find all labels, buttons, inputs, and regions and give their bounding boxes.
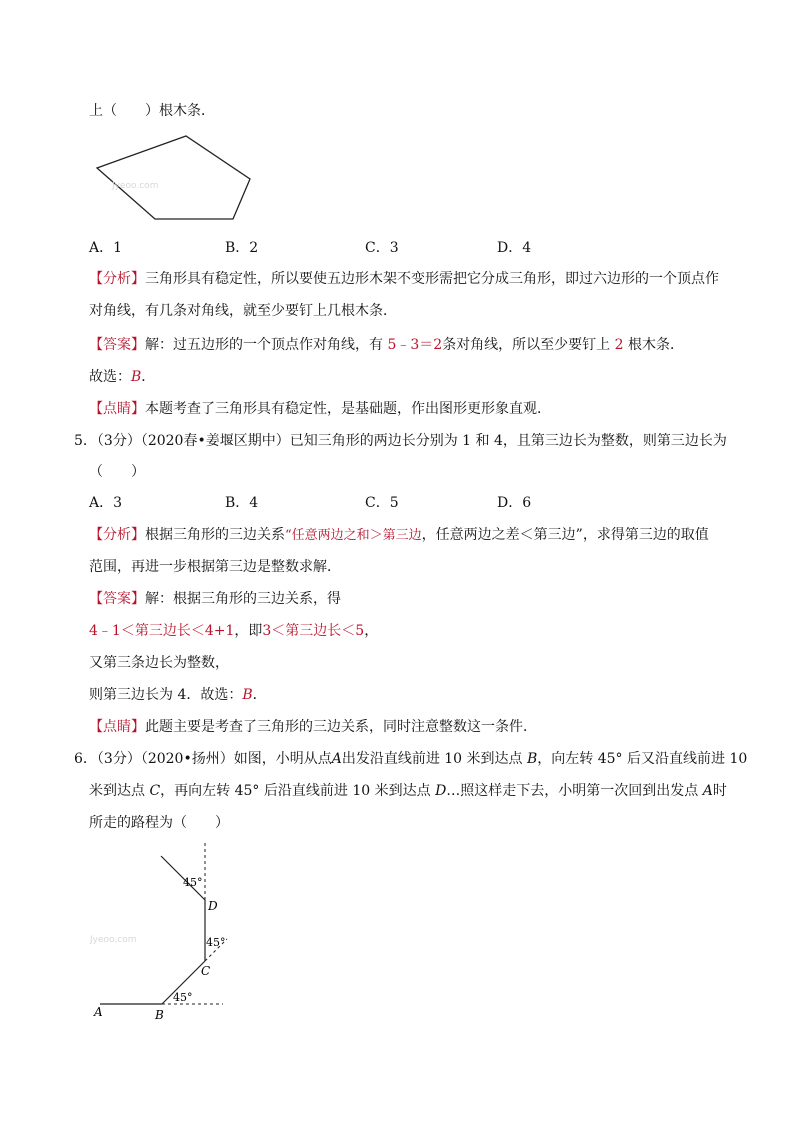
answer-text: 解：根据三角形的三边关系，得 <box>145 591 341 607</box>
q4-choose-line <box>89 367 155 387</box>
q4-stem-tail: 上（ ）根木条． <box>89 103 215 119</box>
pentagon-shape <box>97 136 250 219</box>
stem-text: 6．（3分）（2020•扬州）如图，小明从点 <box>74 751 332 767</box>
q5-option-a[interactable]: A．3 <box>89 495 123 511</box>
q5-answer-line3: 又第三条边长为整数， <box>89 655 229 671</box>
choose-suffix: ． <box>141 369 156 385</box>
q6-stem-line3: 所走的路程为（ ） <box>89 815 229 831</box>
q5-answer-line1 <box>89 589 341 609</box>
stem-text: 米到达点 <box>89 783 145 799</box>
q4-option-a[interactable]: A．1 <box>89 240 123 256</box>
walking-path-figure <box>88 838 248 1028</box>
choose-letter: B <box>131 369 142 385</box>
answer-final-a: 则第三边长为 4．故选： <box>89 687 243 703</box>
stem-text: 出发沿直线前进 10 米到达点 <box>341 751 523 767</box>
answer-final-letter: B <box>242 687 253 703</box>
watermark: Jyeoo.com <box>90 935 137 945</box>
choose-prefix: 故选： <box>89 369 131 385</box>
q4-option-b[interactable]: B．2 <box>225 240 259 256</box>
angle-label-d: 45° <box>183 876 203 889</box>
analysis-text: 三角形具有稳定性，所以要使五边形木架不变形需把它分成三角形，即过六边形的一个顶点作 <box>145 271 719 287</box>
analysis-tag: 【分析】 <box>89 527 145 543</box>
q5-analysis-line2: 范围，再进一步根据第三边是整数求解． <box>89 559 341 575</box>
q6-stem-line1 <box>74 749 747 769</box>
answer-text-a: 解：过五边形的一个顶点作对角线，有 <box>145 337 383 353</box>
answer-expr: 5﹣3＝2 <box>387 337 443 353</box>
point-label-c: C <box>201 964 211 978</box>
q4-analysis-line1 <box>89 269 719 289</box>
point-a-ref: A <box>331 751 342 767</box>
q4-answer-line <box>89 335 684 355</box>
point-a-ref: A <box>702 783 713 799</box>
point-label-b: B <box>155 1008 164 1022</box>
answer-ineq-2: 3＜第三边长＜5 <box>262 623 365 639</box>
watermark: Jyeoo.com <box>112 181 159 191</box>
q5-stem-line1: 5．（3分）（2020春•姜堰区期中）已知三角形的两边长分别为 1 和 4，且第三边长为整数，则第三边长为 <box>74 433 727 449</box>
point-b-ref: B <box>527 751 538 767</box>
stem-text: 时 <box>712 783 727 799</box>
answer-ineq-1: 4﹣1＜第三边长＜4+1 <box>89 623 235 639</box>
angle-label-b: 45° <box>173 991 193 1004</box>
analysis-tag: 【分析】 <box>89 271 145 287</box>
answer-final-c: ． <box>252 687 267 703</box>
answer-tag: 【答案】 <box>89 591 145 607</box>
q5-stem-line2: （ ） <box>89 464 145 480</box>
stem-text: ，再向左转 45° 后沿直线前进 10 米到达点 <box>160 783 431 799</box>
stem-text: ，向左转 45° <box>537 751 623 767</box>
q5-analysis-line1 <box>89 525 709 546</box>
q4-analysis-line2: 对角线，有几条对角线，就至少要钉上几根木条． <box>89 303 397 319</box>
point-label-d: D <box>208 899 218 913</box>
analysis-text-a: 根据三角形的三边关系 <box>145 527 285 543</box>
answer-text-b: 条对角线，所以至少要钉上 <box>442 337 611 353</box>
q5-option-b[interactable]: B．4 <box>225 495 259 511</box>
point-d-ref: D <box>435 783 447 799</box>
q4-option-d[interactable]: D．4 <box>497 240 532 256</box>
q6-stem-line2 <box>89 781 727 801</box>
q4-option-c[interactable]: C．3 <box>365 240 399 256</box>
q5-option-c[interactable]: C．5 <box>365 495 399 511</box>
q4-comment-line <box>89 399 551 419</box>
angle-label-c: 45° <box>206 936 226 949</box>
analysis-text-c: ，任意两边之差＜第三边”，求得第三边的取值 <box>421 527 709 543</box>
analysis-text-b: “任意两边之和＞第三边 <box>285 528 422 543</box>
comment-tag: 【点睛】 <box>89 401 145 417</box>
q5-answer-line4 <box>89 685 267 705</box>
q5-answer-line2 <box>89 621 378 641</box>
answer-text-c: 根木条． <box>628 337 685 353</box>
q5-comment-line <box>89 717 537 737</box>
answer-end: ， <box>364 623 379 639</box>
stem-text: …照这样走下去，小明第一次回到出发点 <box>446 783 699 799</box>
answer-num: 2 <box>614 337 624 353</box>
point-label-a: A <box>94 1005 103 1019</box>
answer-tag: 【答案】 <box>89 337 145 353</box>
pentagon-figure <box>90 130 260 230</box>
answer-sep: ，即 <box>234 623 263 639</box>
stem-text: 后又沿直线前进 10 <box>627 751 748 767</box>
comment-text: 本题考查了三角形具有稳定性，是基础题，作出图形更形象直观． <box>145 401 551 417</box>
point-c-ref: C <box>149 783 161 799</box>
q5-option-d[interactable]: D．6 <box>497 495 532 511</box>
comment-text: 此题主要是考查了三角形的三边关系，同时注意整数这一条件． <box>145 719 537 735</box>
comment-tag: 【点睛】 <box>89 719 145 735</box>
